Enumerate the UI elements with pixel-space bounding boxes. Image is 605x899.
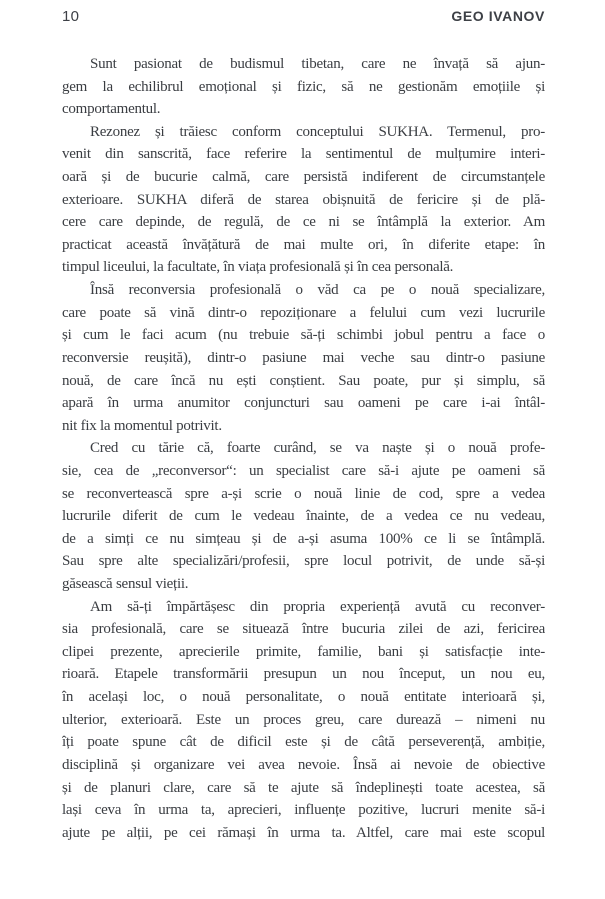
text-line: exterioare. SUKHA diferă de starea obișnuită de fericire și de plă-: [62, 191, 545, 208]
text-line: Sunt pasionat de budismul tibetan, care ne învață să ajun-: [90, 56, 545, 72]
text-line: timpul liceului, la facultate, în viața profesională și în cea personală.: [62, 259, 454, 276]
text-line: gem la echilibrul emoțional și fizic, să ne gestionăm emoțiile și: [62, 78, 545, 95]
text-line: disciplină și organizare vei avea nevoie. Însă ai nevoie de obiective: [62, 756, 545, 773]
page-number: 10: [62, 8, 80, 25]
text-line: venit din sanscrită, face referire la sentimentul de mulțumire interi-: [62, 146, 545, 163]
text-line: Rezonez și trăiesc conform conceptului SUKHA. Termenul, pro-: [90, 123, 545, 140]
text-line: care poate să vină dintr-o repoziționare a felului cum vezi lucrurile: [62, 304, 545, 321]
text-line: ulterior, exterioară. Este un proces greu, care durează – nimeni nu: [62, 711, 545, 728]
text-line: lucrurile diferit de cum le vedeau înainte, de a vedea ce nu vedeau,: [62, 508, 545, 525]
running-header: [62, 8, 545, 25]
paragraph: [62, 53, 545, 121]
text-line: rioară. Etapele transformării presupun un nou început, un nou eu,: [62, 666, 545, 683]
paragraph: [62, 121, 545, 279]
text-line: îți poate spune cât de dificil este și de câtă perseverență, ambiție,: [62, 734, 545, 751]
text-line: Sau spre alte specializări/profesii, spre locul potrivit, de unde să-și: [62, 553, 545, 570]
text-line: reconversie reușită), dintr-o pasiune mai veche sau dintr-o pasiune: [62, 349, 545, 366]
text-line: și de planuri clare, care să te ajute să îndeplinești toate acestea, să: [62, 779, 545, 796]
text-line: lași ceva în urma ta, aprecieri, influențe pozitive, lucruri menite să-i: [62, 802, 545, 819]
text-line: oară și de bucurie calmă, care persistă indiferent de circumstanțele: [62, 169, 545, 186]
text-line: de a simți ce nu simțeau și de a-și asuma 100% ce li se întâmplă.: [62, 530, 545, 547]
text-line: găsească sensul vieții.: [62, 576, 189, 593]
text-line: nit fix la momentul potrivit.: [62, 417, 222, 434]
text-line: Cred cu tărie că, foarte curând, se va naște și o nouă profe-: [90, 440, 545, 457]
text-line: nouă, de care încă nu ești conștient. Sau poate, pur și simplu, să: [62, 372, 545, 389]
text-line: Însă reconversia profesională o văd ca pe o nouă specializare,: [90, 282, 545, 299]
text-line: practicat această învățătură de mai multe ori, în diferite etape: în: [62, 236, 545, 253]
text-line: apară în urma anumitor conjuncturi sau oameni pe care i-ai întâl-: [62, 395, 545, 412]
running-head-author: GEO IVANOV: [451, 8, 545, 24]
paragraph: [62, 596, 545, 845]
text-line: ajute pe alții, pe cei rămași în urma ta. Altfel, care mai este scopul: [62, 824, 545, 841]
text-line: comportamentul.: [62, 101, 161, 118]
text-line: sie, cea de „reconversor“: un specialist care să-i ajute pe oameni să: [62, 462, 545, 479]
text-line: sia profesională, care se situează între bucuria zilei de azi, fericirea: [62, 621, 545, 638]
text-line: se reconvertească spre a-și scrie o nouă linie de cod, spre a vedea: [62, 485, 545, 502]
text-line: clipei prezente, aprecierile primite, familie, bani și satisfacție inte-: [62, 643, 545, 660]
paragraph: [62, 279, 545, 437]
text-line: Am să-ți împărtășesc din propria experiență avută cu reconver-: [90, 598, 545, 615]
text-line: și cum le faci acum (nu trebuie să-ți schimbi jobul pentru a face o: [62, 327, 545, 344]
paragraph: [62, 437, 545, 595]
text-line: în același loc, o nouă personalitate, o nouă entitate interioară și,: [62, 689, 545, 706]
page-body: [62, 53, 545, 844]
text-line: cere care depinde, de regulă, de ce ni se întâmplă la exterior. Am: [62, 214, 545, 231]
